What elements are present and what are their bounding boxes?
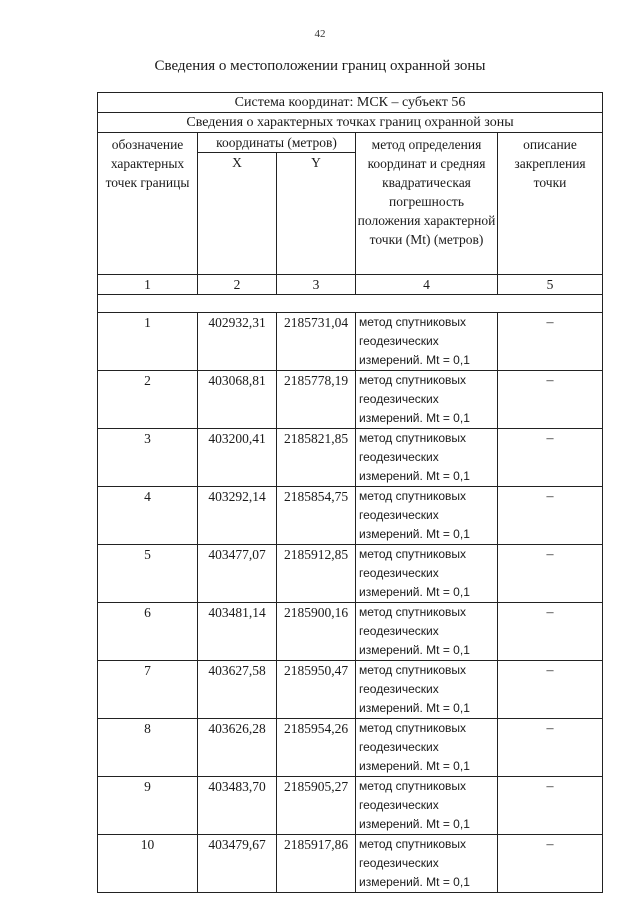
y-coordinate-cell: 2185821,85 — [277, 429, 356, 487]
table-row — [98, 835, 603, 893]
y-coordinate-cell: 2185900,16 — [277, 603, 356, 661]
x-coordinate-cell: 403477,07 — [198, 545, 277, 603]
x-coordinate-cell: 403627,58 — [198, 661, 277, 719]
table-row — [98, 371, 603, 429]
y-coordinate-cell: 2185854,75 — [277, 487, 356, 545]
method-cell: метод спутниковых геодезических измерений. Mt = 0,1 — [356, 487, 498, 545]
x-coordinate-cell: 402932,31 — [198, 313, 277, 371]
x-coordinate-cell: 403292,14 — [198, 487, 277, 545]
page-number: 42 — [314, 28, 326, 40]
column-number: 5 — [498, 275, 603, 295]
fixing-description-cell: – — [498, 777, 603, 835]
fixing-description-cell: – — [498, 487, 603, 545]
section-heading-row: Сведения о характерных точках границ охранной зоны — [98, 113, 603, 133]
y-coordinate-cell: 2185731,04 — [277, 313, 356, 371]
x-coordinate-cell: 403479,67 — [198, 835, 277, 893]
method-cell: метод спутниковых геодезических измерений. Mt = 0,1 — [356, 719, 498, 777]
method-cell: метод спутниковых геодезических измерений. Mt = 0,1 — [356, 835, 498, 893]
fixing-description-cell: – — [498, 371, 603, 429]
point-id-cell: 7 — [98, 661, 198, 719]
column-numbers-row — [98, 275, 603, 295]
header-x: X — [198, 153, 277, 275]
y-coordinate-cell: 2185950,47 — [277, 661, 356, 719]
fixing-description-cell: – — [498, 835, 603, 893]
y-coordinate-cell: 2185954,26 — [277, 719, 356, 777]
x-coordinate-cell: 403481,14 — [198, 603, 277, 661]
point-id-cell: 9 — [98, 777, 198, 835]
table-row — [98, 545, 603, 603]
header-point-designation-text: обозначение характерных точек границы — [105, 137, 190, 190]
y-coordinate-cell: 2185905,27 — [277, 777, 356, 835]
point-id-cell: 1 — [98, 313, 198, 371]
empty-separator-cell — [98, 295, 603, 313]
table-row — [98, 661, 603, 719]
boundary-points-table — [97, 92, 603, 893]
header-point-designation — [98, 133, 198, 275]
table-row — [98, 487, 603, 545]
table-row — [98, 719, 603, 777]
fixing-description-cell: – — [498, 661, 603, 719]
coordinate-system-row: Система координат: МСК – субъект 56 — [98, 93, 603, 113]
point-id-cell: 4 — [98, 487, 198, 545]
column-number: 2 — [198, 275, 277, 295]
y-coordinate-cell: 2185778,19 — [277, 371, 356, 429]
fixing-description-cell: – — [498, 603, 603, 661]
table-row — [98, 603, 603, 661]
header-coordinates: координаты (метров) — [198, 133, 356, 153]
point-id-cell: 8 — [98, 719, 198, 777]
column-number: 1 — [98, 275, 198, 295]
point-id-cell: 6 — [98, 603, 198, 661]
table-row — [98, 429, 603, 487]
table-row — [98, 313, 603, 371]
method-cell: метод спутниковых геодезических измерений. Mt = 0,1 — [356, 661, 498, 719]
method-cell: метод спутниковых геодезических измерений. Mt = 0,1 — [356, 777, 498, 835]
point-id-cell: 2 — [98, 371, 198, 429]
header-fixing-description — [498, 133, 603, 275]
y-coordinate-cell: 2185917,86 — [277, 835, 356, 893]
fixing-description-cell: – — [498, 545, 603, 603]
x-coordinate-cell: 403200,41 — [198, 429, 277, 487]
method-cell: метод спутниковых геодезических измерений. Mt = 0,1 — [356, 371, 498, 429]
empty-separator-row — [98, 295, 603, 313]
header-fixing-description-text: описание закрепления точки — [514, 137, 586, 190]
column-number: 3 — [277, 275, 356, 295]
document-title: Сведения о местоположении границ охранной зоны — [154, 58, 486, 74]
header-method — [356, 133, 498, 275]
column-number: 4 — [356, 275, 498, 295]
y-coordinate-cell: 2185912,85 — [277, 545, 356, 603]
point-id-cell: 3 — [98, 429, 198, 487]
x-coordinate-cell: 403068,81 — [198, 371, 277, 429]
fixing-description-cell: – — [498, 313, 603, 371]
method-cell: метод спутниковых геодезических измерений. Mt = 0,1 — [356, 603, 498, 661]
header-method-text: метод определения координат и средняя квадратическая погрешность положения характерной точки (Mt) (метров) — [357, 137, 496, 247]
fixing-description-cell: – — [498, 719, 603, 777]
table-row — [98, 777, 603, 835]
method-cell: метод спутниковых геодезических измерений. Mt = 0,1 — [356, 313, 498, 371]
x-coordinate-cell: 403483,70 — [198, 777, 277, 835]
method-cell: метод спутниковых геодезических измерений. Mt = 0,1 — [356, 545, 498, 603]
method-cell: метод спутниковых геодезических измерений. Mt = 0,1 — [356, 429, 498, 487]
x-coordinate-cell: 403626,28 — [198, 719, 277, 777]
header-y: Y — [277, 153, 356, 275]
fixing-description-cell: – — [498, 429, 603, 487]
point-id-cell: 10 — [98, 835, 198, 893]
point-id-cell: 5 — [98, 545, 198, 603]
